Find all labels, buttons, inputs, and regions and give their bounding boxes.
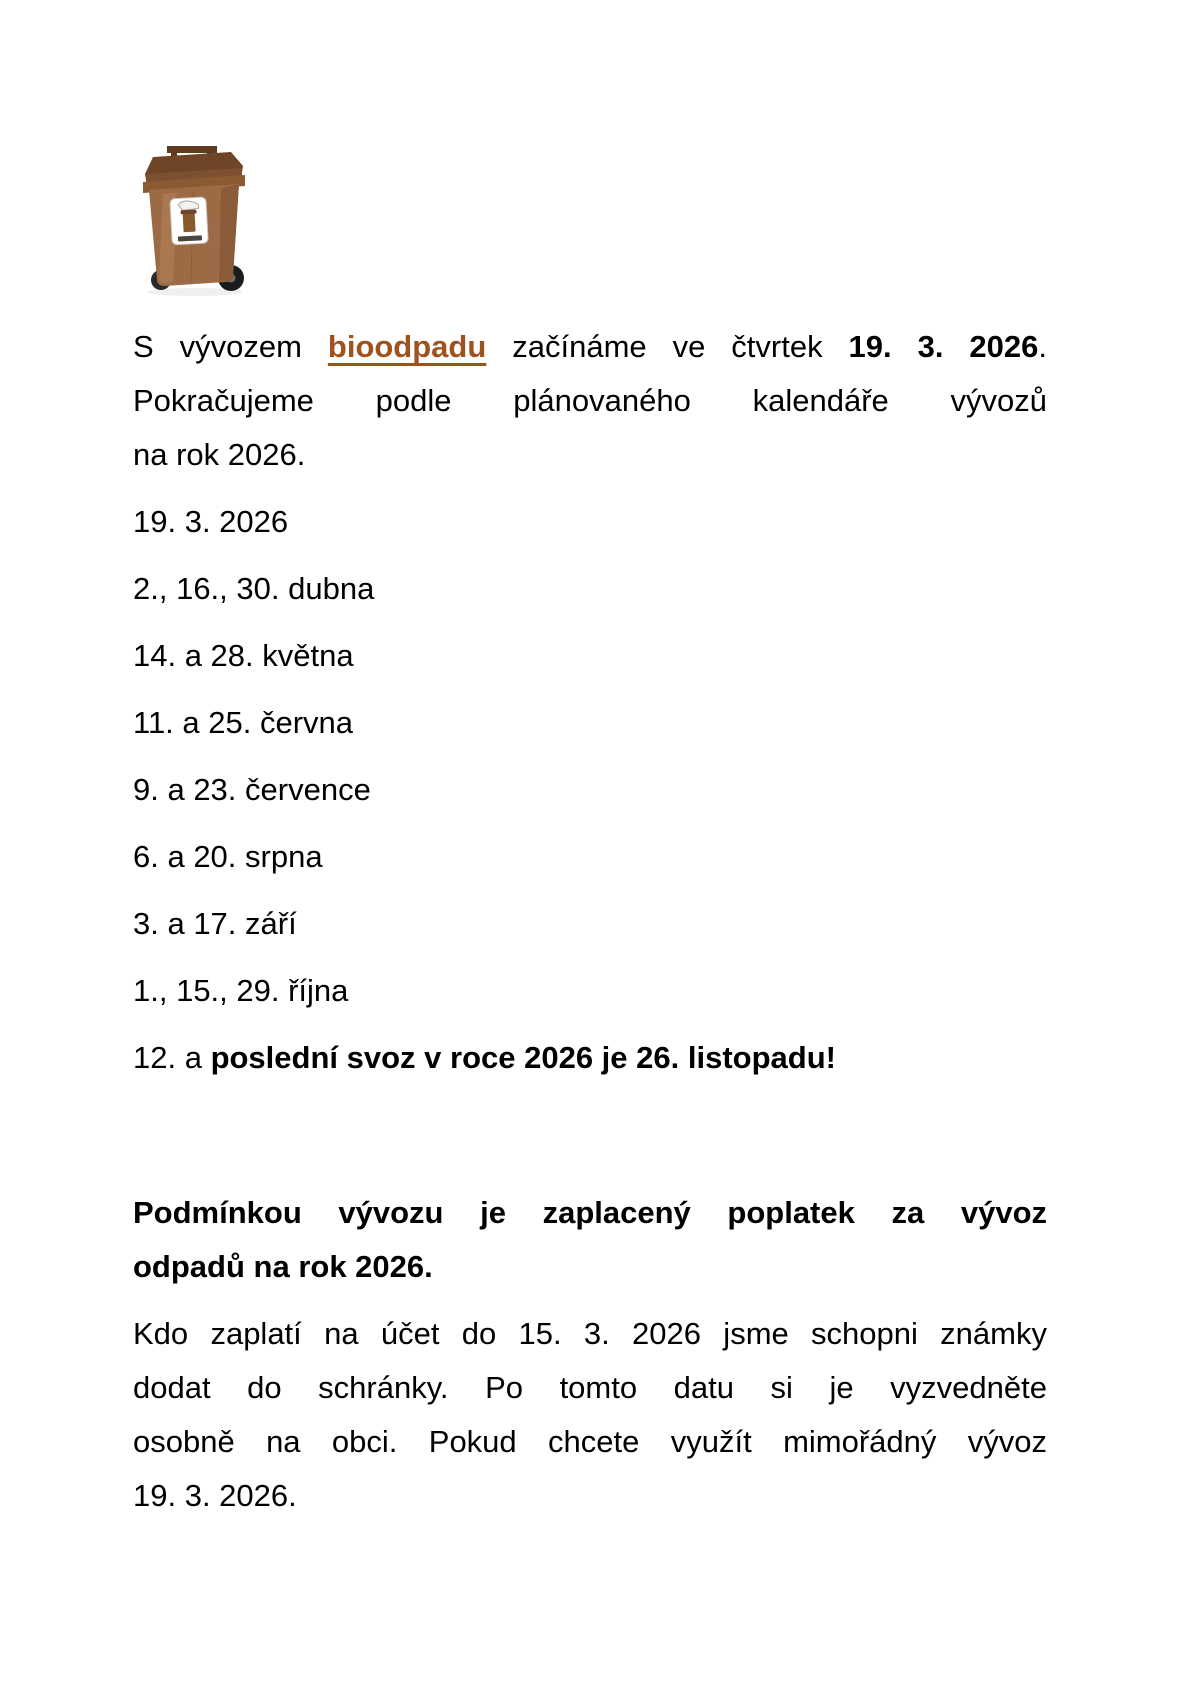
- schedule-item-4: 11. a 25. června: [133, 705, 354, 740]
- schedule-item-9-prefix: 12. a: [133, 1040, 211, 1075]
- payment-line-4: 19. 3. 2026.: [133, 1478, 297, 1513]
- payment-line-3: osobně na obci. Pokud chcete využít mimořádný vývoz: [133, 1424, 1047, 1459]
- schedule-item-9: [133, 1031, 1047, 1085]
- schedule-item-1: 19. 3. 2026: [133, 504, 289, 539]
- intro-text-end: .: [1038, 329, 1047, 364]
- intro-line-1: [133, 320, 1047, 374]
- schedule-item-5: 9. a 23. července: [133, 772, 371, 807]
- intro-line-2: Pokračujeme podle plánovaného kalendáře vývozů: [133, 383, 1047, 418]
- payment-line-2: dodat do schránky. Po tomto datu si je vyzvedněte: [133, 1370, 1047, 1405]
- blank-paragraph: [133, 1098, 1047, 1186]
- schedule-item-3: 14. a 28. května: [133, 638, 354, 673]
- condition-line-2: odpadů na rok 2026.: [133, 1249, 433, 1284]
- payment-paragraph: [133, 1307, 1047, 1523]
- payment-line-1: Kdo zaplatí na účet do 15. 3. 2026 jsme schopni známky: [133, 1316, 1047, 1351]
- last-collection-notice: poslední svoz v roce 2026 je 26. listopadu!: [210, 1040, 836, 1075]
- intro-paragraph: [133, 320, 1047, 482]
- schedule-item-8: 1., 15., 29. října: [133, 973, 349, 1008]
- intro-text-mid: začínáme ve čtvrtek: [486, 329, 849, 364]
- schedule-item-2: 2., 16., 30. dubna: [133, 571, 375, 606]
- schedule-item-6: 6. a 20. srpna: [133, 839, 323, 874]
- condition-paragraph: [133, 1186, 1047, 1294]
- schedule-item-7: 3. a 17. září: [133, 906, 297, 941]
- intro-text-pre: S vývozem: [133, 329, 328, 364]
- bioodpadu-link[interactable]: bioodpadu: [327, 329, 487, 364]
- document-content: [0, 140, 1190, 1523]
- brown-biowaste-bin-image: [133, 140, 255, 298]
- intro-line-3: na rok 2026.: [133, 437, 306, 472]
- start-date-bold: 19. 3. 2026: [848, 329, 1039, 364]
- wheelie-bin-icon: [133, 140, 255, 298]
- condition-line-1: Podmínkou vývozu je zaplacený poplatek za vývoz: [133, 1195, 1047, 1230]
